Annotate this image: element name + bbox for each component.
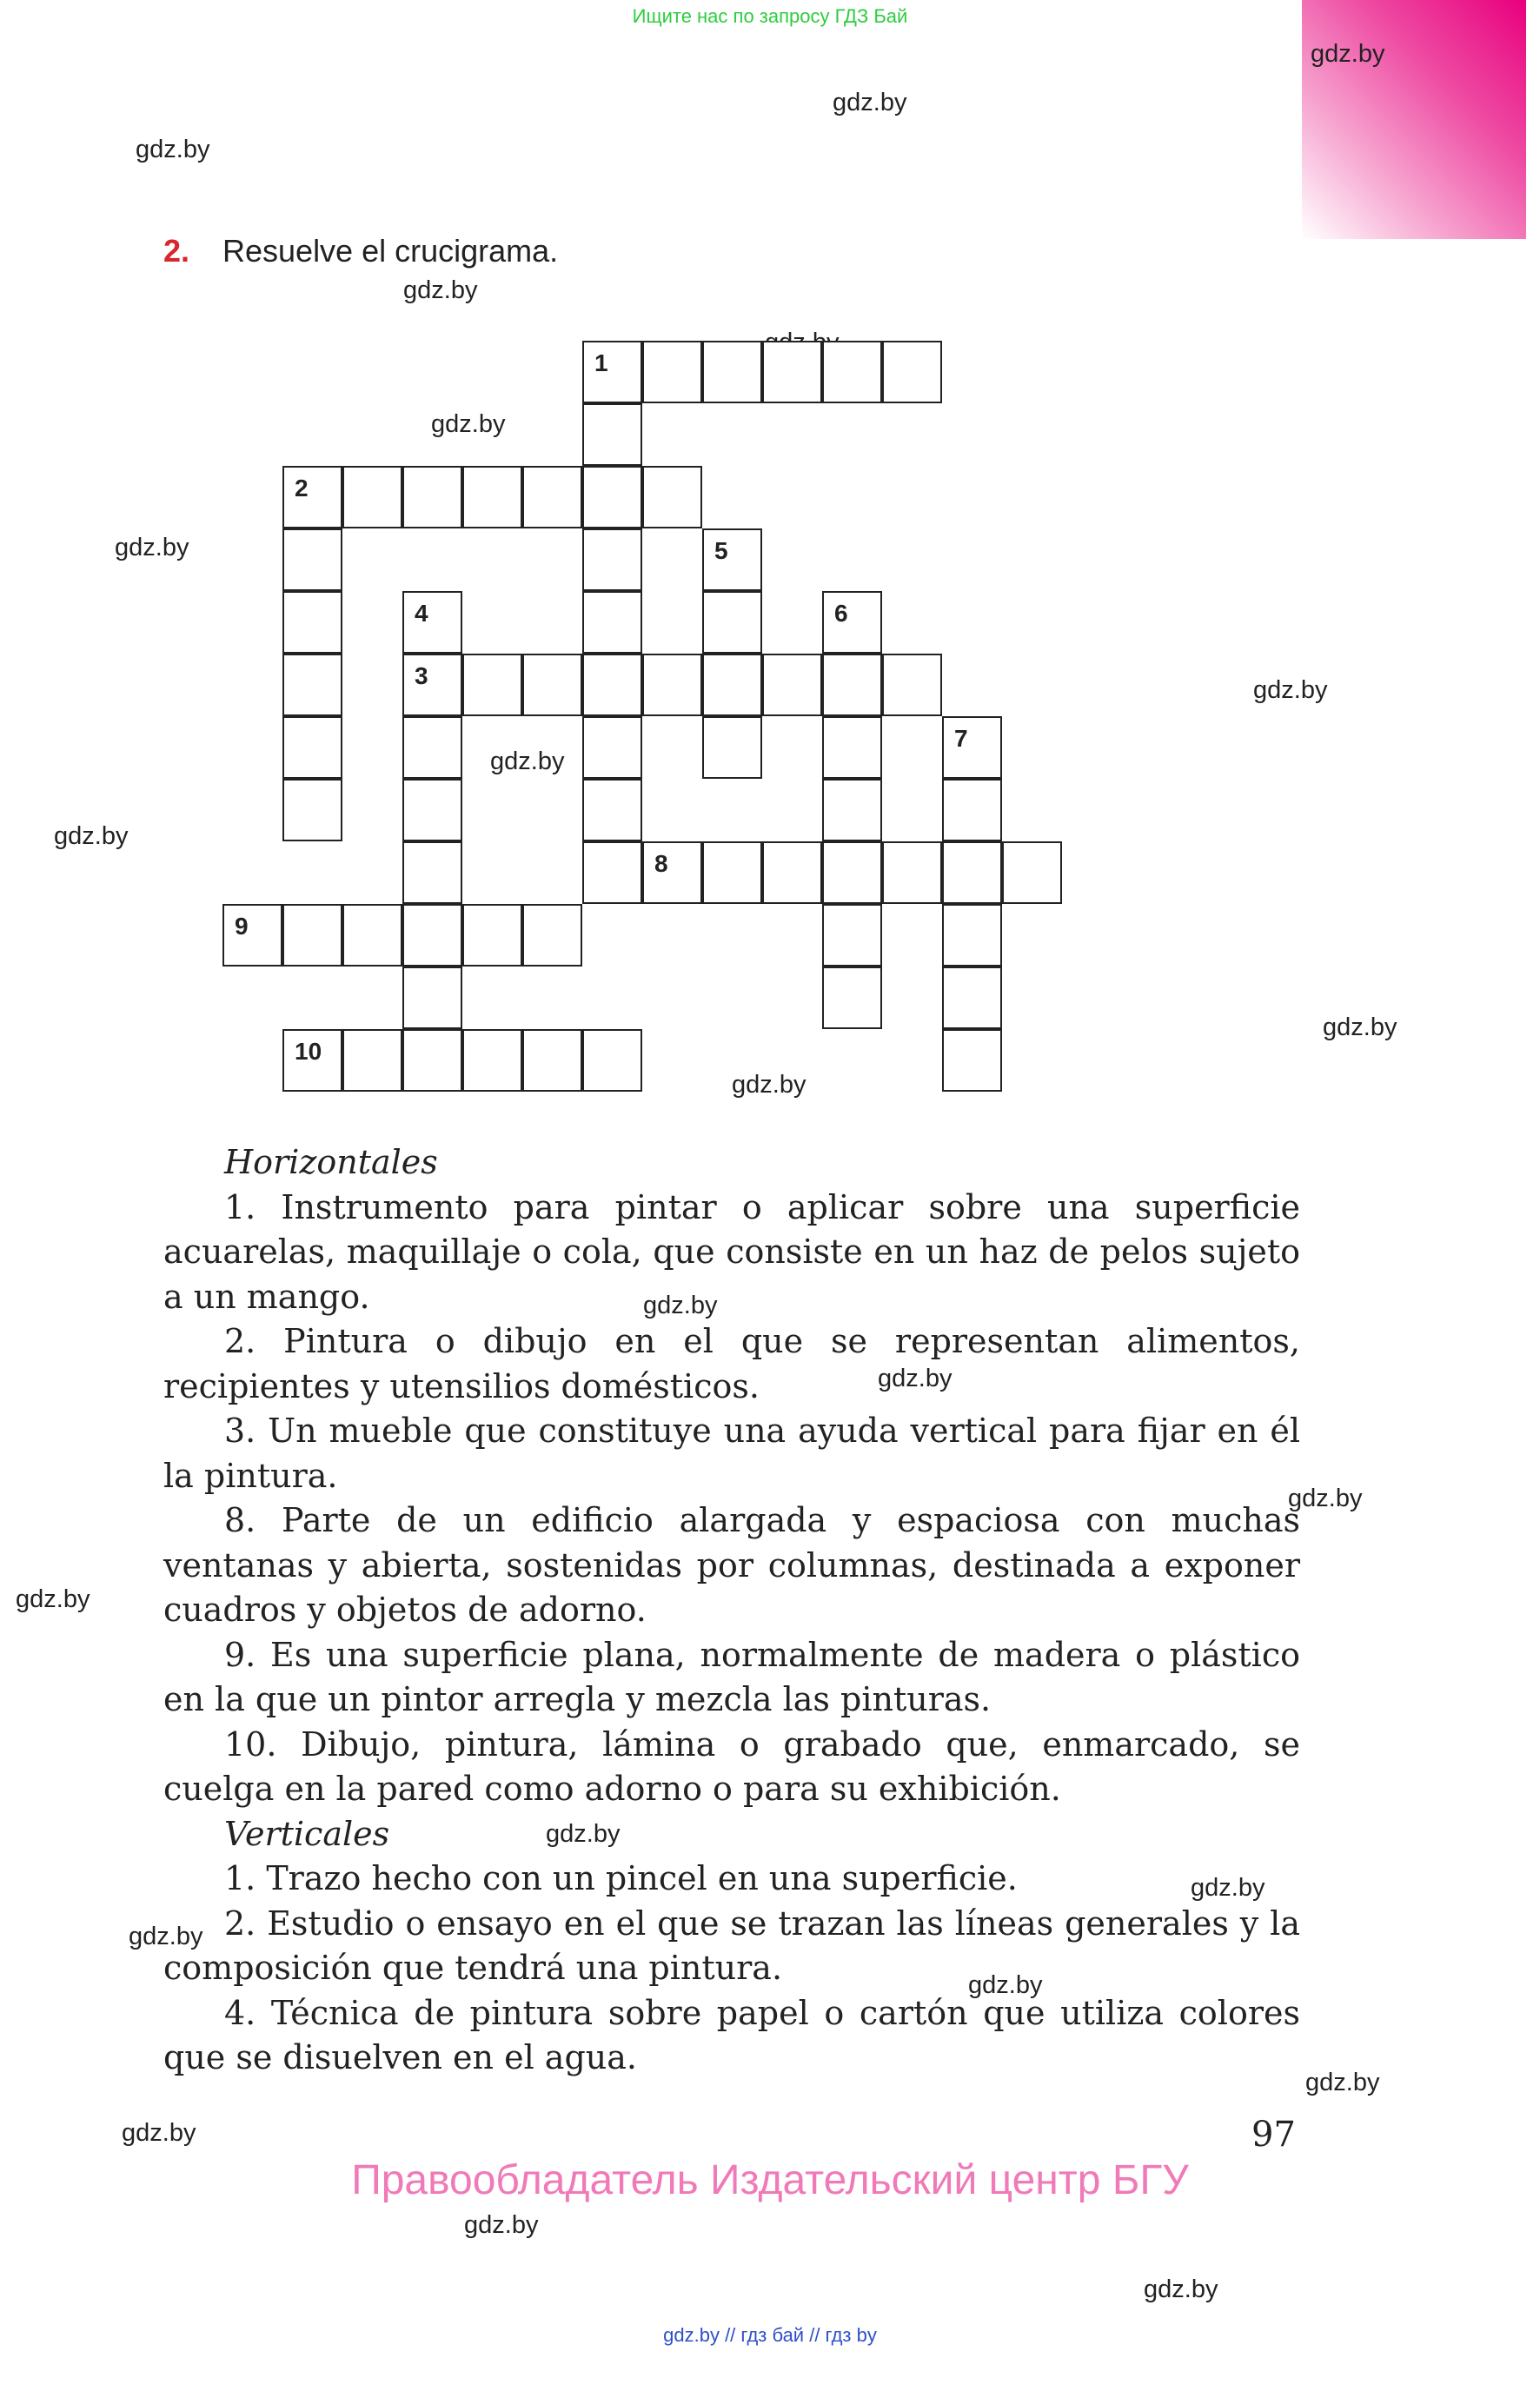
crossword-cell (582, 1029, 642, 1092)
rights-holder: Правообладатель Издательский центр БГУ (351, 2157, 1189, 2203)
crossword-cell (762, 654, 822, 716)
crossword-cell (282, 528, 342, 591)
clue-number-4: 4 (415, 600, 428, 627)
crossword-cell (522, 904, 582, 967)
crossword-cell (402, 654, 462, 716)
crossword-cell (282, 716, 342, 779)
crossword-cell (582, 716, 642, 779)
clue-horizontal-8: 8. Parte de un edificio alargada y espaciosa con muchas ventanas y abierta, sostenidas por columnas, destinada a exponer cuadros y objetos de adorno. (163, 1501, 1300, 1629)
crossword-grid (0, 0, 1540, 1130)
crossword-cell (522, 466, 582, 528)
crossword-cell (702, 841, 762, 904)
crossword-cell (642, 841, 702, 904)
crossword-cell (462, 904, 522, 967)
clue-number-2: 2 (295, 475, 309, 502)
watermark: gdz.by (1311, 40, 1385, 68)
crossword-cell (582, 779, 642, 841)
crossword-cell (462, 1029, 522, 1092)
crossword-cell (942, 716, 1002, 779)
clue-number-8: 8 (654, 850, 668, 877)
clue-vertical-4: 4. Técnica de pintura sobre papel o cartón que utiliza colores que se disuelven en el agua. (163, 1993, 1300, 2076)
crossword-cell (882, 841, 942, 904)
clue-number-10: 10 (295, 1038, 322, 1065)
crossword-cell (402, 716, 462, 779)
crossword-cell (822, 841, 882, 904)
clue-vertical-2: 2. Estudio o ensayo en el que se trazan las líneas generales y la composición que tendrá una pintura. (163, 1903, 1300, 1987)
watermark: gdz.by (833, 89, 907, 116)
watermark: gdz.by (878, 1365, 953, 1392)
crossword-cell (282, 779, 342, 841)
clue-horizontal-1: 1. Instrumento para pintar o aplicar sobre una superficie acuarelas, maquillaje o cola, que consiste en un haz de pelos sujeto a un mango. (163, 1187, 1300, 1316)
crossword-cell (942, 904, 1002, 967)
crossword-cell (822, 716, 882, 779)
crossword-cell (822, 779, 882, 841)
watermark: gdz.by (129, 1923, 203, 1950)
crossword-cell (582, 528, 642, 591)
crossword-cell (642, 466, 702, 528)
crossword-cell (282, 591, 342, 654)
crossword-cell (942, 1029, 1002, 1092)
clue-number-7: 7 (954, 725, 968, 752)
clue-vertical-1: 1. Trazo hecho con un pincel en una superficie. (224, 1859, 1018, 1897)
watermark: gdz.by (115, 534, 189, 561)
crossword-cell (702, 528, 762, 591)
crossword-cell (582, 591, 642, 654)
crossword-cell (522, 1029, 582, 1092)
clues-block (163, 1140, 1300, 2081)
crossword-cell (882, 654, 942, 716)
crossword-cell (582, 654, 642, 716)
crossword-cell (822, 904, 882, 967)
crossword-cell (702, 591, 762, 654)
crossword-cell (282, 466, 342, 528)
watermark: gdz.by (1288, 1485, 1363, 1512)
crossword-cell (702, 341, 762, 403)
crossword-cell (822, 341, 882, 403)
watermark: gdz.by (1323, 1013, 1397, 1041)
watermark: gdz.by (54, 822, 129, 850)
watermark: gdz.by (431, 410, 506, 438)
crossword-cell (822, 967, 882, 1029)
watermark: gdz.by (1253, 676, 1328, 704)
crossword-cell (462, 654, 522, 716)
crossword-cell (582, 466, 642, 528)
crossword-cell (342, 466, 402, 528)
crossword-cell (762, 341, 822, 403)
watermark: gdz.by (1144, 2275, 1218, 2303)
crossword-cell (582, 841, 642, 904)
crossword-cell (282, 654, 342, 716)
crossword-cell (822, 591, 882, 654)
crossword-cell (402, 466, 462, 528)
crossword-cell (942, 841, 1002, 904)
crossword-cell (402, 1029, 462, 1092)
crossword-cell (822, 654, 882, 716)
crossword-cell (402, 841, 462, 904)
crossword-cell (1002, 841, 1062, 904)
watermark: gdz.by (122, 2119, 196, 2147)
watermark: gdz.by (1305, 2069, 1380, 2096)
crossword-cell (402, 779, 462, 841)
crossword-cell (702, 716, 762, 779)
clue-number-5: 5 (714, 537, 728, 564)
task-title: Resuelve el crucigrama. (222, 233, 559, 269)
watermark: gdz.by (732, 1071, 807, 1099)
crossword-cell (282, 904, 342, 967)
clue-horizontal-3: 3. Un mueble que constituye una ayuda vertical para fijar en él la pintura. (163, 1412, 1300, 1495)
crossword-cell (402, 591, 462, 654)
crossword-cell (942, 779, 1002, 841)
top-banner: Ищите нас по запросу ГДЗ Бай (632, 5, 908, 27)
crossword-cell (882, 341, 942, 403)
clue-horizontal-10: 10. Dibujo, pintura, lámina o grabado que, enmarcado, se cuelga en la pared como adorno o para su exhibición. (163, 1724, 1300, 1808)
crossword-cell (402, 904, 462, 967)
clue-number-1: 1 (594, 349, 608, 376)
task-number: 2. (163, 233, 190, 269)
watermark: gdz.by (1191, 1874, 1265, 1902)
crossword-cell (642, 341, 702, 403)
clue-number-6: 6 (834, 600, 848, 627)
crossword-cell (222, 904, 282, 967)
watermark: gdz.by (490, 747, 565, 775)
watermark: gdz.by (464, 2211, 539, 2239)
watermark: gdz.by (968, 1971, 1043, 1999)
clue-horizontal-2: 2. Pintura o dibujo en el que se representan alimentos, recipientes y utensilios domésticos. (163, 1322, 1300, 1405)
crossword-cell (702, 654, 762, 716)
watermark: gdz.by (403, 276, 478, 304)
horizontal-heading: Horizontales (224, 1143, 438, 1181)
clue-number-3: 3 (415, 662, 428, 689)
watermark: gdz.by (546, 1820, 621, 1848)
crossword-cell (642, 654, 702, 716)
vertical-heading: Verticales (224, 1814, 390, 1853)
crossword-cell (402, 967, 462, 1029)
crossword-cell (462, 466, 522, 528)
watermark: gdz.by (136, 136, 210, 163)
watermark: gdz.by (643, 1292, 718, 1319)
page-number: 97 (1251, 2115, 1296, 2155)
clue-horizontal-9: 9. Es una superficie plana, normalmente de madera o plástico en la que un pintor arregla y mezcla las pinturas. (163, 1635, 1300, 1718)
watermark: gdz.by (16, 1585, 90, 1613)
crossword-cell (762, 841, 822, 904)
clue-number-9: 9 (235, 913, 249, 940)
crossword-cell (582, 341, 642, 403)
crossword-cell (582, 403, 642, 466)
crossword-cell (522, 654, 582, 716)
crossword-cell (342, 904, 402, 967)
bottom-links: gdz.by // гдз бай // гдз by (663, 2324, 877, 2346)
crossword-cell (342, 1029, 402, 1092)
crossword-cell (942, 967, 1002, 1029)
